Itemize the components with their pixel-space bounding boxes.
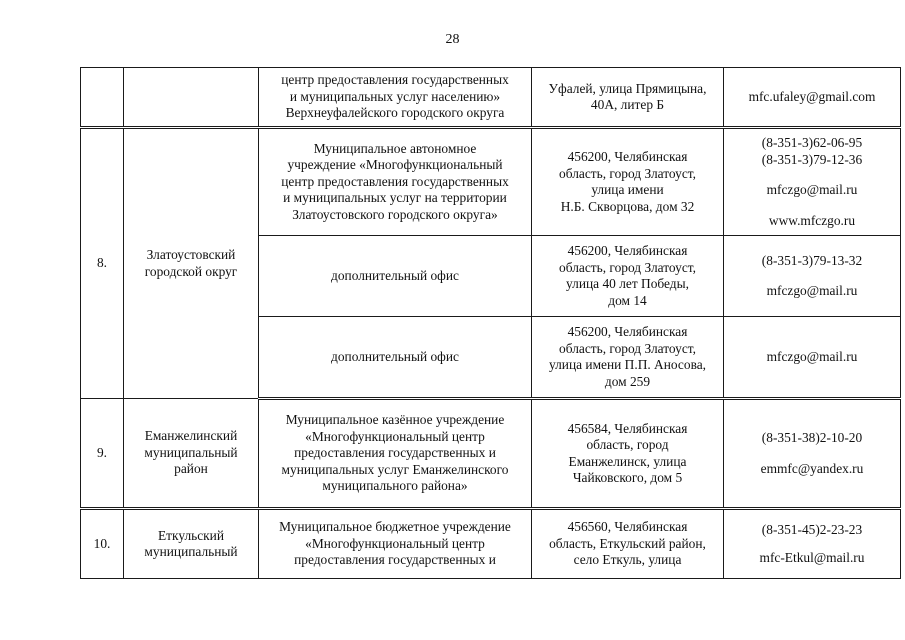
text-line: Еманжелинский	[144, 428, 238, 444]
text-line: область, Еткульский район,	[549, 535, 706, 551]
text-line: и муниципальных услуг населению»	[289, 88, 501, 104]
text-line: учреждение «Многофункциональный	[287, 157, 503, 173]
text-line: Муниципальное автономное	[313, 140, 477, 156]
spacer	[728, 269, 896, 283]
text-line: Еманжелинск, улица	[568, 453, 687, 469]
mfc-table	[80, 67, 901, 579]
text-line: Н.Б. Скворцова, дом 32	[560, 198, 695, 214]
text-line: 40А, литер Б	[590, 97, 665, 112]
organization-name: дополнительный офис	[259, 236, 532, 317]
email: mfczgo@mail.ru	[766, 182, 858, 197]
text-line: 456584, Челябинская	[567, 420, 688, 436]
text-line: «Многофункциональный центр	[305, 535, 485, 551]
text-line: муниципального района»	[322, 478, 468, 494]
text-line: область, город Златоуст,	[559, 340, 696, 356]
contacts	[724, 399, 901, 509]
contacts	[724, 317, 901, 399]
text-line: Уфалей, улица Прямицына,	[548, 80, 707, 96]
text-line: муниципальных услуг Еманжелинского	[281, 461, 509, 477]
row-number	[81, 68, 124, 128]
text-line: улица имени П.П. Аносова,	[549, 357, 706, 372]
text-line: Златоустовского городского округа»	[292, 206, 498, 222]
address	[532, 68, 724, 128]
email: mfc.ufaley@gmail.com	[748, 88, 876, 104]
text-line: улица имени	[591, 182, 664, 197]
row-number: 9.	[81, 399, 124, 509]
row-number: 8.	[81, 128, 124, 399]
email: mfczgo@mail.ru	[766, 348, 858, 364]
organization-name	[259, 509, 532, 579]
text-line: предоставления государственных и	[294, 445, 496, 461]
text-line: Еткульский	[157, 527, 225, 543]
contacts	[724, 68, 901, 128]
text-line: муниципальный	[144, 544, 238, 559]
contacts	[724, 128, 901, 236]
text-line: Муниципальное казённое учреждение	[285, 412, 505, 428]
address	[532, 128, 724, 236]
table-row	[81, 399, 901, 509]
organization-name	[259, 68, 532, 128]
text-line: село Еткуль, улица	[573, 552, 682, 568]
text-line: центр предоставления государственных	[281, 173, 509, 189]
organization-name	[259, 399, 532, 509]
text-line: улица 40 лет Победы,	[566, 276, 689, 291]
text-line: Верхнеуфалейского городского округа	[285, 105, 505, 121]
spacer	[728, 447, 896, 461]
email: emmfc@yandex.ru	[760, 460, 864, 476]
text-line: дом 14	[608, 292, 647, 308]
organization-name	[259, 128, 532, 236]
text-line: и муниципальных услуг на территории	[283, 190, 507, 206]
text-line: Златоустовский	[146, 247, 236, 262]
phone: (8-351-3)79-13-32	[761, 252, 863, 268]
table-row	[81, 509, 901, 579]
organization-name: дополнительный офис	[259, 317, 532, 399]
text-line: район	[174, 461, 208, 477]
municipality-name	[124, 509, 259, 579]
text-line: центр предоставления государственных	[281, 72, 509, 88]
table-row	[81, 68, 901, 128]
municipality-name	[124, 128, 259, 399]
spacer	[728, 168, 896, 182]
text-line: 456200, Челябинская	[567, 149, 688, 164]
phone: (8-351-3)79-12-36	[761, 151, 863, 167]
text-line: дом 259	[604, 373, 651, 389]
text-line: Муниципальное бюджетное учреждение	[279, 519, 511, 535]
text-line: 456200, Челябинская	[567, 324, 688, 339]
text-line: область, город Златоуст,	[559, 259, 696, 275]
address	[532, 509, 724, 579]
page-number: 28	[445, 32, 460, 47]
phone: (8-351-38)2-10-20	[761, 430, 863, 445]
text-line: 456560, Челябинская	[567, 519, 688, 535]
text-line: область, город	[586, 437, 669, 452]
table-row	[81, 128, 901, 236]
text-line: Чайковского, дом 5	[572, 470, 683, 485]
email: mfczgo@mail.ru	[766, 283, 858, 298]
address	[532, 399, 724, 509]
contacts	[724, 509, 901, 579]
spacer	[728, 199, 896, 213]
website: www.mfczgo.ru	[768, 212, 856, 228]
email: mfc-Etkul@mail.ru	[759, 550, 865, 565]
text-line: предоставления государственных и	[294, 552, 496, 568]
text-line: муниципальный	[144, 444, 238, 460]
text-line: 456200, Челябинская	[567, 243, 688, 258]
phone: (8-351-45)2-23-23	[761, 521, 863, 537]
phone: (8-351-3)62-06-95	[761, 135, 863, 150]
text-line: городской округ	[144, 263, 238, 279]
address	[532, 236, 724, 317]
text-line: «Многофункциональный центр	[305, 428, 485, 444]
municipality-name	[124, 68, 259, 128]
row-number: 10.	[81, 509, 124, 579]
contacts	[724, 236, 901, 317]
address	[532, 317, 724, 399]
municipality-name	[124, 399, 259, 509]
text-line: область, город Златоуст,	[559, 165, 696, 181]
